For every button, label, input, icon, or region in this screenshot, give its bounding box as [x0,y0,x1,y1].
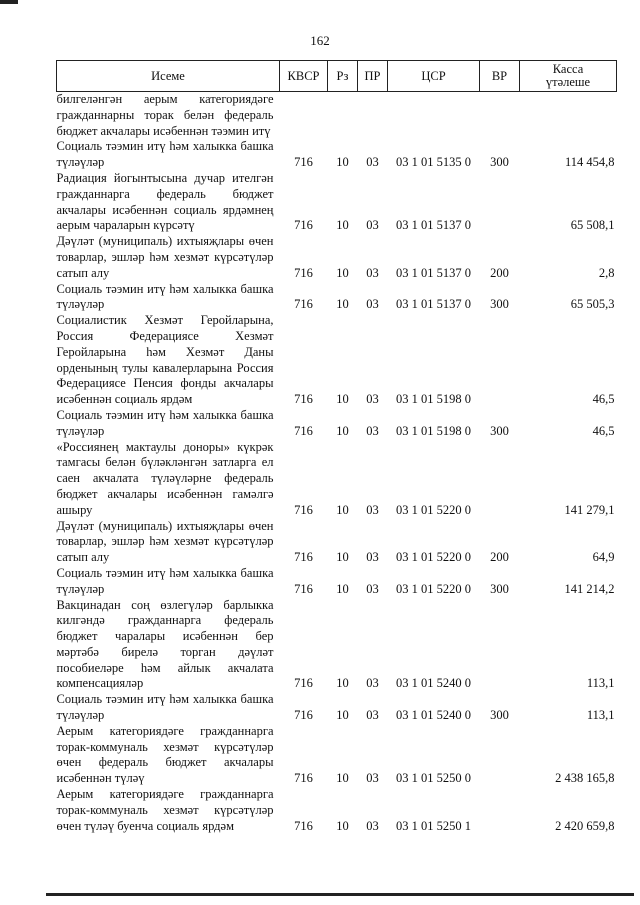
cell-kvsr: 716 [294,818,313,833]
cell-vr: 300 [490,708,509,723]
cell-name: «Россиянең мактаулы доноры» күкрәк тамгасы белән бүләкләнгән затларга ел саен акчалата түләүләрне федераль бюджет акчалары исәбеннән гамәлгә ашыру [56,439,274,517]
cell-kvsr: 716 [294,155,313,170]
table-row [57,787,617,834]
cell-amount: 114 454,8 [564,155,615,170]
table-row [57,92,617,140]
cell-name: Социаль тәэмин итү һәм халыкка башка түләүләр [56,281,274,312]
cell-amount [520,92,617,140]
cell-kvsr: 716 [294,708,313,723]
cell-csr: 03 1 01 5137 0 [396,218,471,233]
cell-amount: 2 438 165,8 [555,771,615,786]
cell-vr: 300 [490,581,509,596]
cell-rz [328,92,358,140]
cell-pr: 03 [366,297,379,312]
col-header-amount: Касса үтәлеше [520,61,617,92]
cell-kvsr: 716 [294,423,313,438]
cell-amount: 113,1 [586,708,615,723]
cell-name: Социаль тәэмин итү һәм халыкка башка түләүләр [56,407,274,438]
cell-vr [480,313,520,408]
cell-pr: 03 [366,708,379,723]
cell-vr [480,440,520,519]
cell-name: Социаль тәэмин итү һәм халыкка башка түләүләр [56,565,274,596]
cell-kvsr: 716 [294,297,313,312]
cell-amount: 113,1 [586,676,615,691]
cell-vr: 300 [490,155,509,170]
budget-table [56,60,617,834]
cell-amount: 46,5 [592,423,615,438]
cell-vr [480,724,520,787]
cell-name: Дәүләт (муниципаль) ихтыяҗлары өчен товарлар, эшләр һәм хезмәт күрсәтүләр сатып алу [56,518,274,565]
cell-kvsr: 716 [294,771,313,786]
cell-pr: 03 [366,502,379,517]
cell-rz: 10 [336,676,349,691]
cell-pr: 03 [366,676,379,691]
table-row [57,692,617,724]
cell-csr: 03 1 01 5137 0 [396,297,471,312]
col-header-csr: ЦСР [388,61,480,92]
cell-amount: 141 279,1 [564,502,615,517]
cell-amount: 64,9 [592,550,615,565]
cell-vr [480,787,520,834]
cell-rz: 10 [336,265,349,280]
table-row [57,566,617,598]
table-row [57,234,617,281]
cell-csr: 03 1 01 5220 0 [396,550,471,565]
cell-rz: 10 [336,297,349,312]
cell-pr: 03 [366,155,379,170]
cell-vr [480,171,520,234]
cell-name: Социаль тәэмин итү һәм халыкка башка түләүләр [56,139,274,170]
cell-csr: 03 1 01 5240 0 [396,708,471,723]
cell-rz: 10 [336,818,349,833]
cell-vr: 200 [490,265,509,280]
table-row [57,724,617,787]
cell-amount: 141 214,2 [564,581,615,596]
cell-csr: 03 1 01 5240 0 [396,676,471,691]
cell-pr: 03 [366,581,379,596]
cell-vr: 300 [490,423,509,438]
cell-rz: 10 [336,155,349,170]
cell-pr: 03 [366,818,379,833]
cell-rz: 10 [336,502,349,517]
cell-name: Вакцинадан соң өзлегүләр барлыкка килгәндә гражданнарга федераль бюджет чаралары исәбеннән бер мәртәбә бирелә торган дәүләт пособиеләре һәм айлык акчалата компенсацияләр [56,597,274,691]
cell-vr: 200 [490,550,509,565]
col-header-name: Исеме [57,61,280,92]
cell-rz: 10 [336,550,349,565]
cell-pr: 03 [366,265,379,280]
cell-csr: 03 1 01 5137 0 [396,265,471,280]
cell-rz: 10 [336,392,349,407]
col-header-pr: ПР [358,61,388,92]
cell-csr: 03 1 01 5250 0 [396,771,471,786]
cell-kvsr: 716 [294,676,313,691]
cell-csr: 03 1 01 5220 0 [396,502,471,517]
cell-kvsr: 716 [294,581,313,596]
cell-csr: 03 1 01 5198 0 [396,423,471,438]
cell-vr [480,92,520,140]
cell-csr: 03 1 01 5135 0 [396,155,471,170]
cell-csr: 03 1 01 5220 0 [396,581,471,596]
cell-pr: 03 [366,550,379,565]
cell-amount: 46,5 [592,392,615,407]
cell-amount: 2 420 659,8 [555,818,615,833]
cell-pr: 03 [366,392,379,407]
cell-amount: 65 505,3 [570,297,615,312]
table-row [57,171,617,234]
cell-pr [358,92,388,140]
bottom-rule [46,893,634,896]
cell-kvsr: 716 [294,550,313,565]
cell-amount: 2,8 [598,265,615,280]
cell-pr: 03 [366,771,379,786]
cell-name: Аерым категориядәге гражданнарга торак-коммуналь хезмәт күрсәтүләр өчен түләү буенча социаль ярдәм [56,787,274,833]
cell-name: Социаль тәэмин итү һәм халыкка башка түләүләр [56,692,274,723]
cell-csr [388,92,480,140]
table-row [57,440,617,519]
cell-name: Дәүләт (муниципаль) ихтыяҗлары өчен товарлар, эшләр һәм хезмәт күрсәтүләр сатып алу [56,234,274,280]
cell-name: Аерым категориядәге гражданнарга торак-коммуналь хезмәт күрсәтүләр өчен федераль бюджет акчалары исәбеннән түләү [56,723,274,786]
cell-rz: 10 [336,218,349,233]
scan-corner-mark [0,0,18,4]
cell-pr: 03 [366,218,379,233]
table-row [57,408,617,440]
budget-table-container [56,60,616,834]
table-row [57,519,617,566]
col-header-vr: ВР [480,61,520,92]
col-header-rz: Рз [328,61,358,92]
table-row [57,139,617,171]
cell-kvsr: 716 [294,502,313,517]
page-number: 162 [310,33,330,48]
cell-kvsr [280,92,328,140]
cell-rz: 10 [336,771,349,786]
cell-name: Социалистик Хезмәт Геройларына, Россия Федерациясе Хезмәт Геройларына һәм Хезмәт Даны орденының тулы кавалерларына Россия Федерациясе Пенсия фонды акчалары исәбеннән социаль ярдәм [56,313,274,407]
cell-name: Радиация йогынтысына дучар ителгән гражданнарга федераль бюджет акчалары исәбеннән социаль ярдәмнең аерым чараларын күрсәтү [56,170,274,233]
cell-pr: 03 [366,423,379,438]
table-row [57,598,617,693]
cell-kvsr: 716 [294,265,313,280]
cell-rz: 10 [336,581,349,596]
cell-name: билгеләнгән аерым категориядәге гражданнарны торак белән федераль бюджет акчалары исәбеннән тәэмин итү [56,92,274,138]
cell-csr: 03 1 01 5198 0 [396,392,471,407]
col-header-kvsr: КВСР [280,61,328,92]
cell-kvsr: 716 [294,392,313,407]
cell-rz: 10 [336,708,349,723]
cell-csr: 03 1 01 5250 1 [396,818,471,833]
cell-kvsr: 716 [294,218,313,233]
table-row [57,313,617,408]
cell-amount: 65 508,1 [570,218,615,233]
cell-vr: 300 [490,297,509,312]
table-row [57,282,617,314]
table-header-row [57,61,617,92]
cell-rz: 10 [336,423,349,438]
cell-vr [480,598,520,693]
